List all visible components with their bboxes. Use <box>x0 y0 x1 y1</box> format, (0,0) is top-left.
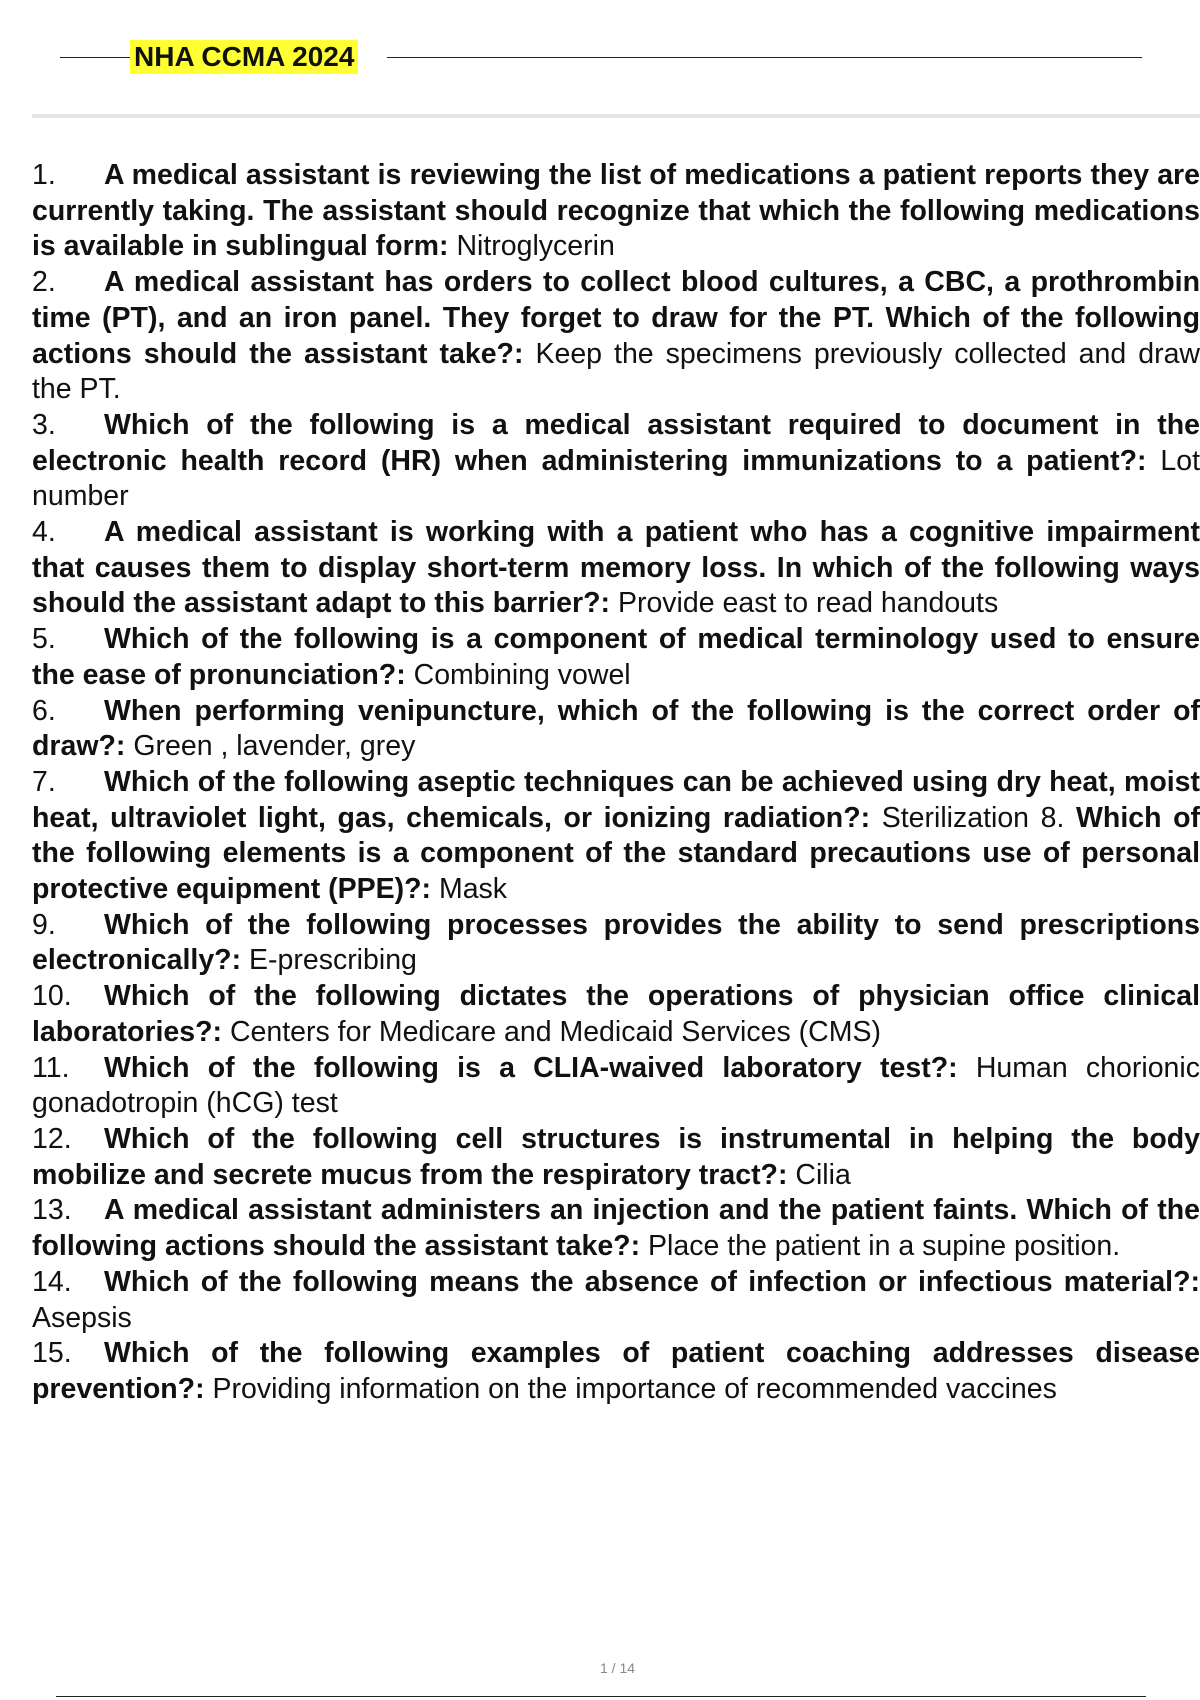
question-text: Which of the following aseptic techniques can be achieved using dry heat, moist heat, ultraviolet light, gas, chemicals, or ionizing radiation?: <box>32 765 1200 834</box>
header-divider <box>32 114 1200 118</box>
answer-text: Keep the specimens previously collected and draw the PT. <box>32 337 1200 406</box>
answer-text: Sterilization 8. <box>881 801 1065 834</box>
question-text: A medical assistant is working with a patient who has a cognitive impairment that causes them to display short-term memory loss. In which of the following ways should the assistant adapt to this barrier?: <box>32 516 1200 620</box>
question-item-7: 7. Which of the following aseptic techniques can be achieved using dry heat, moist heat, ultraviolet light, gas, chemicals, or ionizing radiation?: Sterilization 8. Which of the following elements is a component of the standard precautions use of personal protective equipment (PPE)?: Mask <box>32 765 1200 906</box>
answer-text: Providing information on the importance of recommended vaccines <box>212 1372 1057 1405</box>
footer-rule <box>56 1696 1146 1697</box>
question-text: A medical assistant administers an injection and the patient faints. Which of the following actions should the assistant take?: <box>32 1194 1200 1263</box>
question-text: Which of the following examples of patient coaching addresses disease prevention?: <box>32 1337 1200 1405</box>
question-text: Which of the following processes provides the ability to send prescriptions electronically?: <box>32 908 1200 977</box>
answer-text: Cilia <box>795 1158 851 1191</box>
question-text: Which of the following is a medical assistant required to document in the electronic health record (HR) when administering immunizations to a patient?: <box>32 408 1200 477</box>
document-header <box>60 38 1142 78</box>
question-item-15: 15. Which of the following examples of patient coaching addresses disease prevention?: Providing information on the importance of recommended vaccines <box>32 1337 1200 1405</box>
question-item-6: 6. When performing venipuncture, which of the following is the correct order of draw?: Green , lavender, grey <box>32 694 1200 763</box>
answer-text: Provide east to read handouts <box>617 587 999 620</box>
question-text: Which of the following is a component of medical terminology used to ensure the ease of pronunciation?: <box>32 623 1200 691</box>
question-item-11: 11. Which of the following is a CLIA-waived laboratory test?: Human chorionic gonadotropin (hCG) test <box>32 1051 1200 1120</box>
header-rule-right <box>387 57 1142 58</box>
question-text: A medical assistant is reviewing the list of medications a patient reports they are currently taking. The assistant should recognize that which the following medications is available in sublingual form: <box>32 159 1200 263</box>
question-text: A medical assistant has orders to collect blood cultures, a CBC, a prothrombin time (PT), and an iron panel. They forget to draw for the PT. Which of the following actions should the assistant take?: <box>32 266 1200 370</box>
answer-text: Human chorionic gonadotropin (hCG) test <box>32 1051 1200 1120</box>
question-text: Which of the following means the absence of infection or infectious material?: <box>104 1265 1200 1298</box>
answer-text: Lot number <box>32 444 1200 513</box>
answer-text: E-prescribing <box>249 944 417 977</box>
answer-text: Nitroglycerin <box>456 230 615 263</box>
header-rule-left <box>60 57 130 58</box>
question-item-2: 2. A medical assistant has orders to collect blood cultures, a CBC, a prothrombin time (PT), and an iron panel. They forget to draw for the PT. Which of the following actions should the assistant take?: Keep the specimens previously collected and draw the PT. <box>32 266 1200 406</box>
question-item-4: 4. A medical assistant is working with a patient who has a cognitive impairment that causes them to display short-term memory loss. In which of the following ways should the assistant adapt to this barrier?: Provide east to read handouts <box>32 516 1200 620</box>
question-text: When performing venipuncture, which of the following is the correct order of draw?: <box>32 694 1200 763</box>
answer-text: Asepsis <box>32 1301 132 1334</box>
question-text: Which of the following dictates the operations of physician office clinical laboratories?: <box>32 980 1200 1048</box>
question-text: Which of the following cell structures is instrumental in helping the body mobilize and secrete mucus from the respiratory tract?: <box>32 1122 1200 1191</box>
page-number: 1 / 14 <box>599 1660 636 1676</box>
question-text-8: Which of the following elements is a component of the standard precautions use of personal protective equipment (PPE)?: <box>32 801 1200 906</box>
question-item-13: 13. A medical assistant administers an injection and the patient faints. Which of the following actions should the assistant take?: Place the patient in a supine position. <box>32 1194 1200 1263</box>
question-item-5: 5. Which of the following is a component of medical terminology used to ensure the ease of pronunciation?: Combining vowel <box>32 623 1200 691</box>
question-item-12: 12. Which of the following cell structures is instrumental in helping the body mobilize and secrete mucus from the respiratory tract?: Cilia <box>32 1122 1200 1191</box>
question-item-10: 10. Which of the following dictates the operations of physician office clinical laboratories?: Centers for Medicare and Medicaid Services (CMS) <box>32 980 1200 1048</box>
answer-text-8: Mask <box>438 873 508 906</box>
document-title: NHA CCMA 2024 <box>130 40 358 74</box>
question-item-14: 14. Which of the following means the absence of infection or infectious material?: Asepsis <box>32 1265 1200 1334</box>
answer-text: Place the patient in a supine position. <box>648 1230 1121 1263</box>
question-item-3: 3. Which of the following is a medical assistant required to document in the electronic health record (HR) when administering immunizations to a patient?: Lot number <box>32 408 1200 513</box>
question-item-9: 9. Which of the following processes provides the ability to send prescriptions electronically?: E-prescribing <box>32 908 1200 977</box>
answer-text: Green , lavender, grey <box>133 730 416 763</box>
question-item-1: 1. A medical assistant is reviewing the list of medications a patient reports they are currently taking. The assistant should recognize that which the following medications is available in sublingual form: Nitroglycerin <box>32 159 1200 263</box>
question-list <box>32 158 1200 1408</box>
answer-text: Combining vowel <box>413 658 631 691</box>
answer-text: Centers for Medicare and Medicaid Services (CMS) <box>229 1015 881 1048</box>
question-text: Which of the following is a CLIA-waived laboratory test?: <box>104 1051 958 1084</box>
